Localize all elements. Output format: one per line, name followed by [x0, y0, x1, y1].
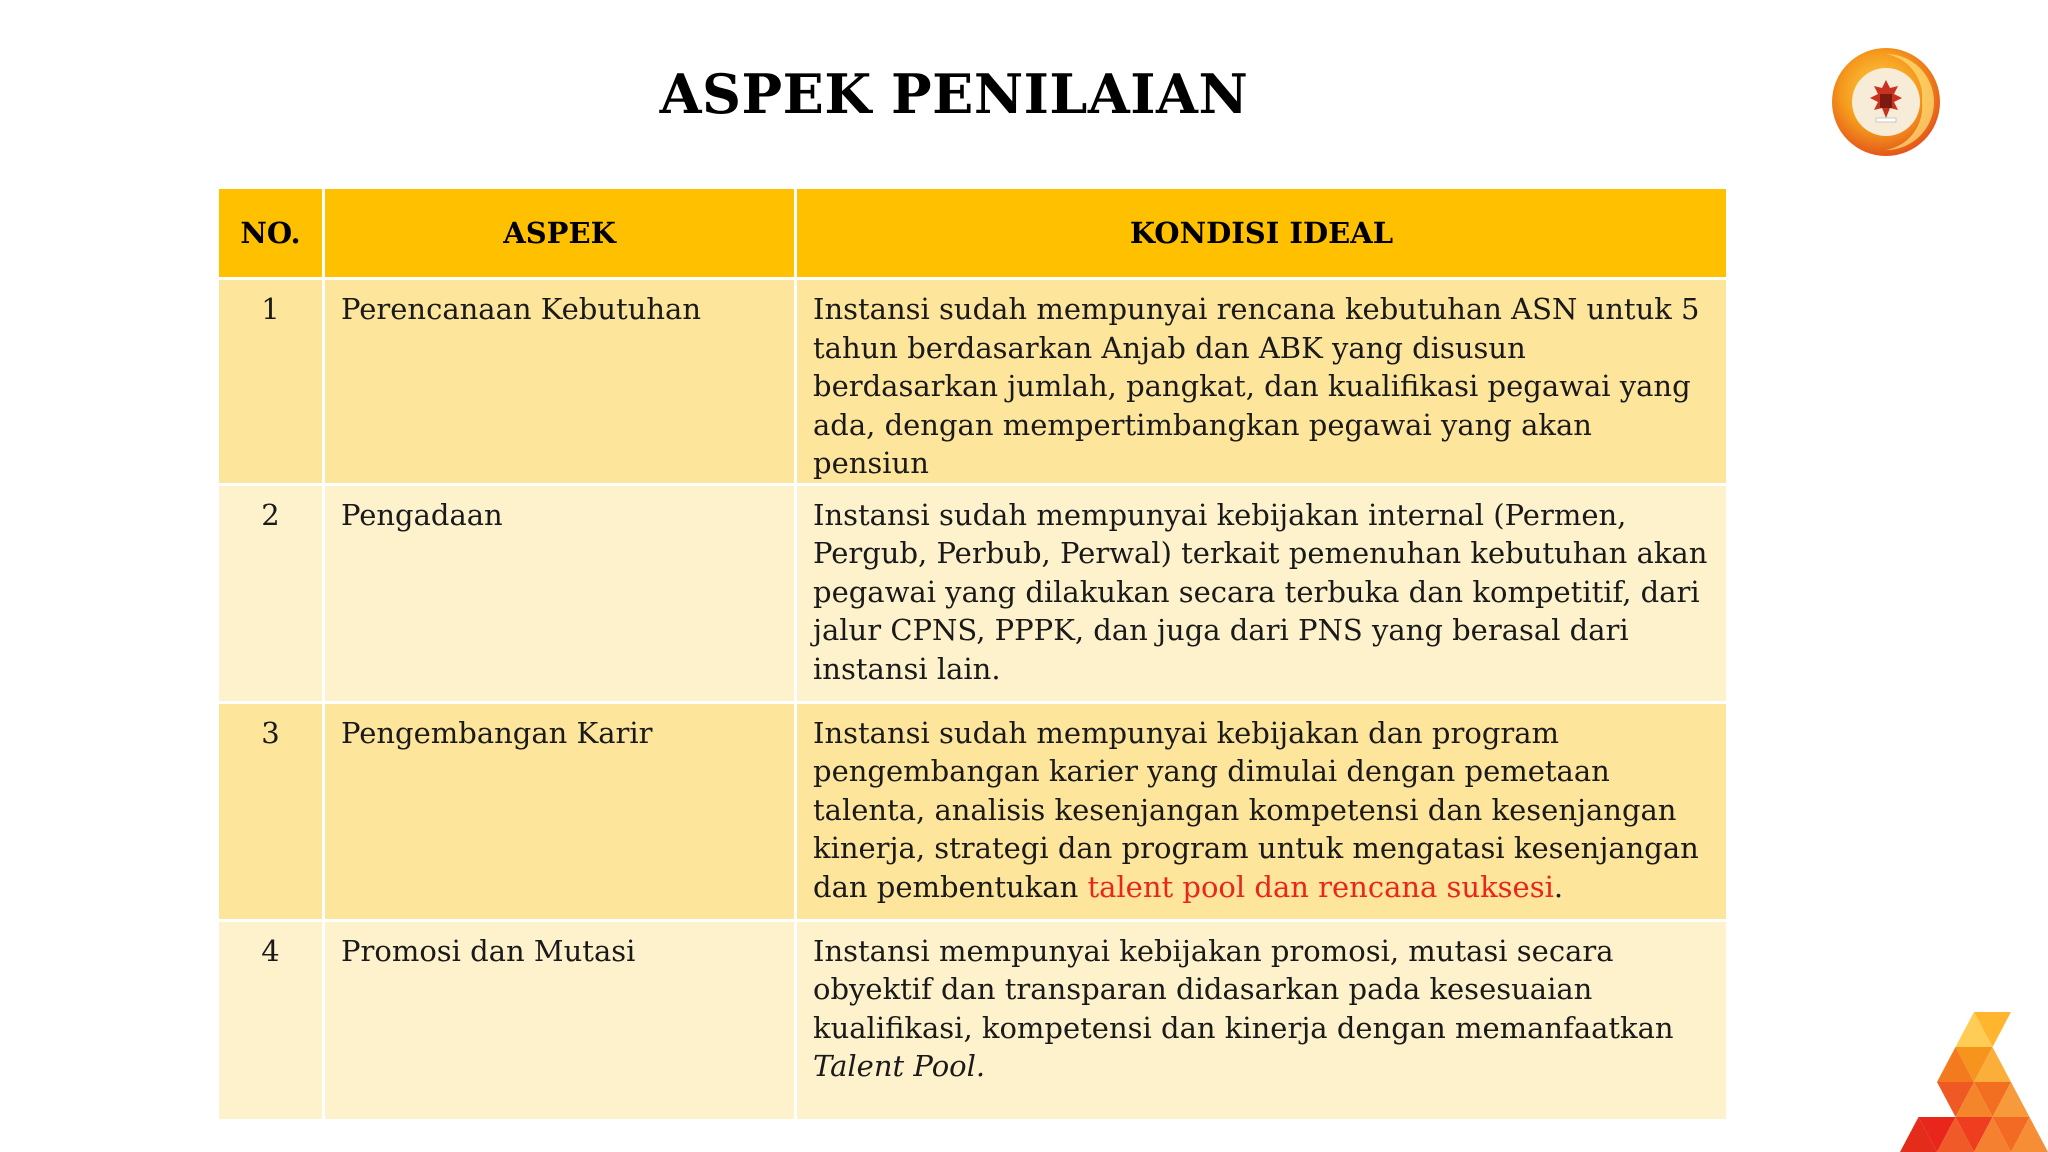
row-number: 2: [218, 484, 324, 702]
row-number: 3: [218, 702, 324, 920]
garuda-emblem-icon: [1830, 46, 1942, 158]
row-number: 1: [218, 279, 324, 485]
table-row: [218, 484, 1728, 702]
table-row: [218, 702, 1728, 920]
header-kondisi-ideal: KONDISI IDEAL: [796, 188, 1728, 279]
row-aspek: Pengadaan: [324, 484, 796, 702]
aspek-table: [216, 186, 1729, 1122]
page-title: ASPEK PENILAIAN: [659, 62, 1249, 126]
row-kondisi: Instansi sudah mempunyai kebijakan internal (Permen, Pergub, Perbub, Perwal) terkait pemenuhan kebutuhan akan pegawai yang dilakukan secara terbuka dan kompetitif, dari jalur CPNS, PPPK, dan juga dari PNS yang berasal dari instansi lain.: [796, 484, 1728, 702]
row-kondisi: Instansi sudah mempunyai rencana kebutuhan ASN untuk 5 tahun berdasarkan Anjab dan ABK yang disusun berdasarkan jumlah, pangkat, dan kualifikasi pegawai yang ada, dengan mempertimbangkan pegawai yang akan pensiun: [796, 279, 1728, 485]
row-kondisi: [796, 702, 1728, 920]
row-aspek: Promosi dan Mutasi: [324, 920, 796, 1120]
kondisi-highlight-text: talent pool dan rencana suksesi: [1087, 869, 1554, 904]
table-header-row: [218, 188, 1728, 279]
row-kondisi: [796, 920, 1728, 1120]
table-row: [218, 920, 1728, 1120]
kondisi-text: Instansi mempunyai kebijakan promosi, mutasi secara obyektif dan transparan didasarkan pada kesesuaian kualifikasi, kompetensi dan kinerja dengan memanfaatkan: [813, 933, 1674, 1045]
triangle-pattern-icon: [1900, 1012, 2048, 1152]
kondisi-text-end: .: [1553, 869, 1564, 904]
header-aspek: ASPEK: [324, 188, 796, 279]
row-number: 4: [218, 920, 324, 1120]
row-aspek: Pengembangan Karir: [324, 702, 796, 920]
kondisi-text: Instansi sudah mempunyai kebijakan dan program pengembangan karier yang dimulai dengan pemetaan talenta, analisis kesenjangan kompetensi dan kesenjangan kinerja, strategi dan program untuk mengatasi kesenjangan dan pembentukan: [813, 715, 1699, 904]
header-no: NO.: [218, 188, 324, 279]
kondisi-italic-text: Talent Pool.: [813, 1049, 986, 1083]
row-aspek: Perencanaan Kebutuhan: [324, 279, 796, 485]
table-row: [218, 279, 1728, 485]
